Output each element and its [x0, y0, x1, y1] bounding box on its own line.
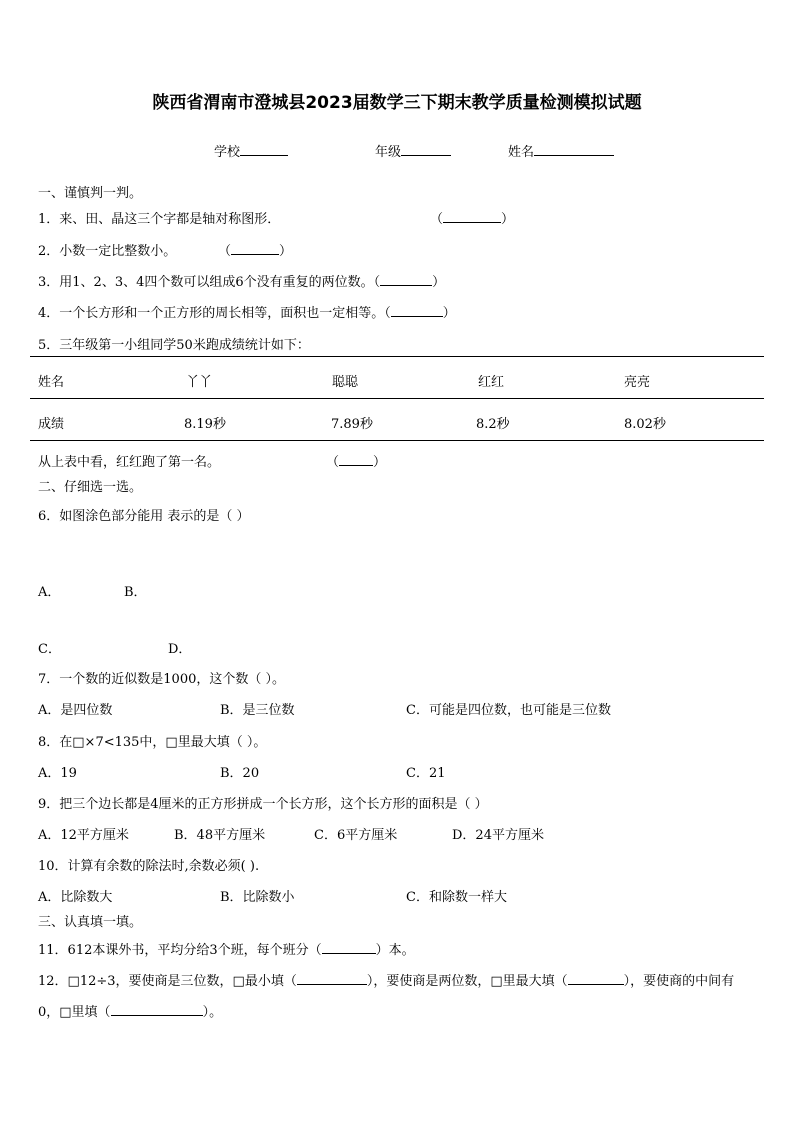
answer-12b[interactable]	[568, 972, 624, 985]
answer-3[interactable]: （ ）	[373, 275, 446, 290]
name-blank[interactable]	[534, 143, 614, 156]
question-10: 10．计算有余数的除法时,余数必须( ).	[38, 859, 260, 874]
q8-option-a[interactable]: A．19	[38, 766, 77, 781]
table-row-cell: 7.89秒	[331, 417, 373, 432]
table-rule-middle	[30, 398, 764, 399]
question-7: 7．一个数的近似数是1000，这个数（ ）。	[38, 672, 285, 687]
q10-option-a[interactable]: A．比除数大	[38, 890, 113, 905]
question-11: 11．612本课外书，平均分给3个班，每个班分（ ）本。	[38, 943, 415, 958]
question-12: 12．□12÷3，要使商是三位数，□最小填（ ），要使商是两位数，□里最大填（ ），要使商的中间有	[38, 974, 735, 989]
q6-option-d[interactable]: D．	[168, 642, 192, 657]
school-label: 学校	[214, 145, 241, 160]
name-field[interactable]	[508, 141, 614, 160]
question-9: 9．把三个边长都是4厘米的正方形拼成一个长方形，这个长方形的面积是（ ）	[38, 797, 488, 812]
q6-option-b[interactable]: B．	[124, 585, 147, 600]
grade-field[interactable]	[375, 141, 451, 160]
q9-option-d[interactable]: D．24平方厘米	[452, 828, 544, 843]
q10-option-c[interactable]: C．和除数一样大	[406, 890, 507, 905]
answer-5[interactable]: （ ）	[326, 455, 387, 470]
answer-4[interactable]: （ ）	[384, 306, 456, 321]
q9-option-c[interactable]: C．6平方厘米	[314, 828, 398, 843]
question-2: 2．小数一定比整数小。	[38, 244, 177, 259]
q7-option-a[interactable]: A．是四位数	[38, 703, 113, 718]
grade-label: 年级	[375, 145, 402, 160]
q9-option-a[interactable]: A．12平方厘米	[38, 828, 129, 843]
table-header-cell: 丫丫	[186, 375, 213, 390]
table-header-cell: 红红	[478, 375, 505, 390]
table-header-cell: 聪聪	[332, 375, 359, 390]
table-row-cell: 8.19秒	[184, 417, 226, 432]
section-3-heading: 三、认真填一填。	[38, 915, 143, 930]
name-label: 姓名	[508, 145, 535, 160]
q8-option-c[interactable]: C．21	[406, 766, 446, 781]
question-1: 1．来、田、晶这三个字都是轴对称图形．	[38, 212, 281, 227]
question-4: 4．一个长方形和一个正方形的周长相等，面积也一定相等。（ ）	[38, 306, 456, 321]
answer-11[interactable]	[322, 941, 376, 954]
table-rule-top	[30, 356, 764, 357]
answer-2[interactable]: （ ）	[218, 244, 293, 259]
answer-12a[interactable]	[297, 972, 367, 985]
table-row-cell: 成绩	[38, 417, 65, 432]
table-row-cell: 8.2秒	[476, 417, 510, 432]
q6-option-a[interactable]: A．	[38, 585, 61, 600]
question-3: 3．用1、2、3、4四个数可以组成6个没有重复的两位数。（ ）	[38, 275, 446, 290]
q10-option-b[interactable]: B．比除数小	[220, 890, 295, 905]
table-header-cell: 亮亮	[624, 375, 651, 390]
table-row-cell: 8.02秒	[624, 417, 666, 432]
question-8: 8．在□×7<135中，□里最大填（ ）。	[38, 735, 267, 750]
section-2-heading: 二、仔细选一选。	[38, 480, 143, 495]
q6-option-c[interactable]: C．	[38, 642, 61, 657]
page-title: 陕西省渭南市澄城县2023届数学三下期末教学质量检测模拟试题	[152, 93, 642, 113]
table-rule-bottom	[30, 440, 764, 441]
q8-option-b[interactable]: B．20	[220, 766, 260, 781]
section-1-heading: 一、谨慎判一判。	[38, 186, 143, 201]
question-5-statement: 从上表中看，红红跑了第一名。	[38, 455, 221, 470]
q9-option-b[interactable]: B．48平方厘米	[174, 828, 266, 843]
school-field[interactable]	[214, 141, 288, 160]
answer-1[interactable]: （ ）	[430, 212, 515, 227]
q7-option-b[interactable]: B．是三位数	[220, 703, 295, 718]
question-5: 5．三年级第一小组同学50米跑成绩统计如下：	[38, 338, 310, 353]
question-6: 6．如图涂色部分能用 表示的是（ ）	[38, 509, 250, 524]
table-header-cell: 姓名	[38, 375, 65, 390]
question-12-continued: 0，□里填（ ）。	[38, 1005, 223, 1020]
q7-option-c[interactable]: C．可能是四位数，也可能是三位数	[406, 703, 611, 718]
answer-12c[interactable]	[111, 1003, 203, 1016]
school-blank[interactable]	[240, 143, 288, 156]
grade-blank[interactable]	[401, 143, 451, 156]
